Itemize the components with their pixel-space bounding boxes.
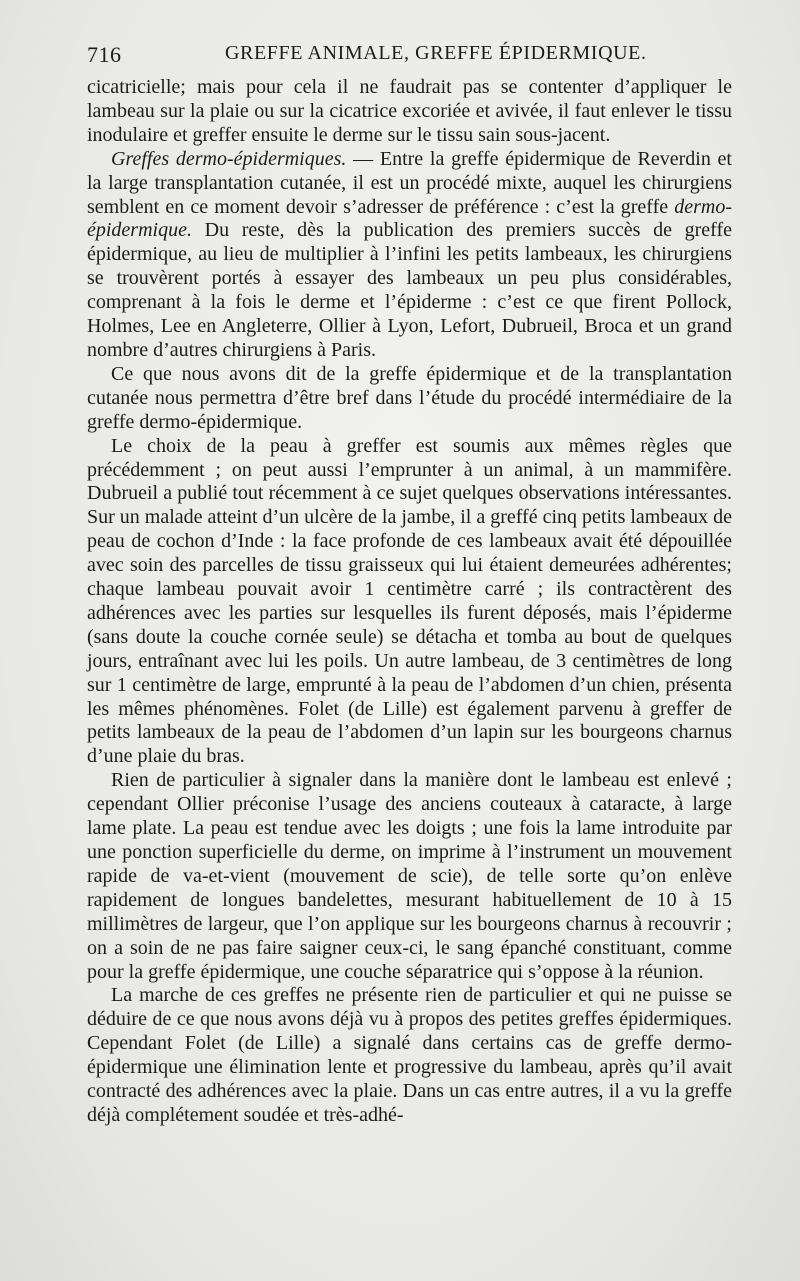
- section-heading-greffes-dermo-epidermiques: Greffes dermo-épidermiques.: [111, 147, 347, 170]
- running-title: GREFFE ANIMALE, GREFFE ÉPIDERMIQUE.: [225, 42, 647, 64]
- paragraph-4-text: Le choix de la peau à greffer est soumis aux mêmes règles que précédemment ; on peut aussi l’emprunter à un animal, à un mammifère. Dubrueil a publié tout récemment à ce sujet quelques observations intéressantes. Sur un malade atteint d’un ulcère de la jambe, il a greffé cinq petits lambeaux de peau de cochon d’Inde : la face profonde de ces lambeaux avait été dépouillée avec soin des parcelles de tissu graisseux qui lui étaient demeurées adhérentes; chaque lambeau pouvait avoir 1 centimètre carré ; ils contractèrent des adhérences avec les parties sur lesquelles ils furent déposés, mais l’épiderme (sans doute la couche cornée seule) se détacha et tomba au bout de quelques jours, entraînant avec lui les poils. Un autre lambeau, de 3 centimètres de long sur 1 centimètre de large, emprunté à la peau de l’abdomen d’un chien, présenta les mêmes phénomènes. Folet (de Lille) est également parvenu à greffer de petits lambeaux de la peau de l’abdomen d’un lapin sur les bourgeons charnus d’une plaie du bras.: [87, 434, 732, 768]
- paragraph-2-text-part-1: — Entre la greffe épidermique de Reverdin et la large transplantation cutanée, il est un procédé mixte, auquel les chirurgiens semblent en ce moment devoir s’adresser de préférence : c’est la greffe: [87, 147, 732, 218]
- page-header: [87, 40, 732, 72]
- paragraph-2-text-part-2: Du reste, dès la publication des premiers succès de greffe épidermique, au lieu de multiplier à l’infini les petits lambeaux, les chirurgiens se trouvèrent portés à essayer des lambeaux un peu plus considérables, comprenant à la fois le derme et l’épiderme : c’est ce que firent Pollock, Holmes, Lee en Angleterre, Ollier à Lyon, Lefort, Dubrueil, Broca et un grand nombre d’autres chirurgiens à Paris.: [87, 219, 732, 361]
- paragraph-1-text: cicatricielle; mais pour cela il ne faudrait pas se contenter d’appliquer le lambeau sur la plaie ou sur la cicatrice excoriée et avivée, il faut enlever le tissu inodulaire et greffer ensuite le derme sur le tissu sain sous-jacent.: [87, 76, 732, 146]
- paragraph-5: [87, 769, 732, 984]
- paragraph-4: [87, 435, 732, 770]
- paragraph-5-text: Rien de particulier à signaler dans la manière dont le lambeau est enlevé ; cependant Ollier préconise l’usage des anciens couteaux à cataracte, à large lame plate. La peau est tendue avec les doigts ; une fois la lame introduite par une ponction superficielle du derme, on imprime à l’instrument un mouvement rapide de va-et-vient (mouvement de scie), de telle sorte qu’on enlève rapidement de longues bandelettes, mesurant habituellement de 10 à 15 millimètres de largeur, que l’on applique sur les bourgeons charnus à recouvrir ; on a soin de ne pas faire saigner ceux-ci, le sang épanché constituant, comme pour la greffe épidermique, une couche séparatrice qui s’oppose à la réunion.: [87, 769, 732, 983]
- paragraph-continuation: [87, 76, 732, 148]
- paragraph-6-text: La marche de ces greffes ne présente rien de particulier et qui ne puisse se déduire de ce que nous avons déjà vu à propos des petites greffes épidermiques. Cependant Folet (de Lille) a signalé dans certains cas de greffe dermo-épidermique une élimination lente et progressive du lambeau, après qu’il avait contracté des adhérences avec la plaie. Dans un cas entre autres, il a vu la greffe déjà complétement soudée et très-adhé-: [87, 984, 732, 1126]
- paragraph-2-italic-term: dermo-épidermique.: [87, 195, 732, 242]
- body-text: [87, 76, 732, 1128]
- paragraph-3-text: Ce que nous avons dit de la greffe épidermique et de la transplantation cutanée nous permettra d’être bref dans l’étude du procédé intermédiaire de la greffe dermo-épidermique.: [87, 362, 732, 433]
- paragraph-6: [87, 984, 732, 1127]
- page-number: 716: [87, 42, 122, 67]
- paragraph-3: [87, 363, 732, 435]
- paragraph-dermo-epidermic-grafts: [87, 148, 732, 363]
